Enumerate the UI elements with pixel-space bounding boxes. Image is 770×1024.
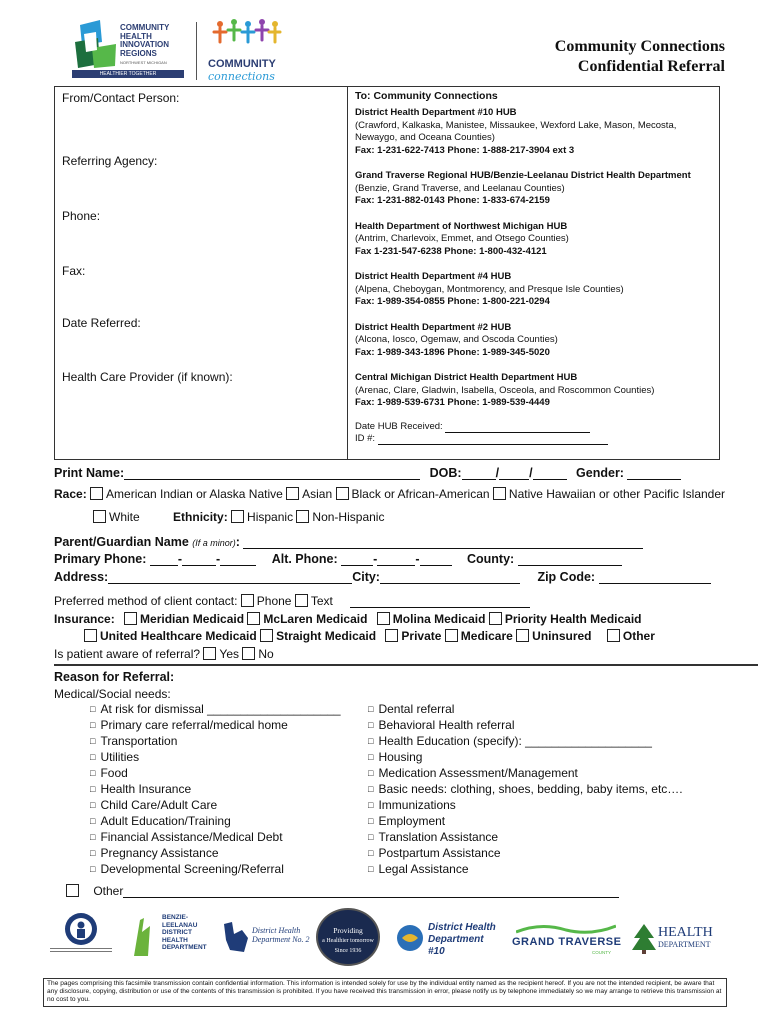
phone-dash: - — [415, 552, 420, 566]
insurance-option: Straight Medicaid — [276, 629, 377, 643]
insurance-checkbox[interactable] — [377, 612, 390, 625]
hub-name: Grand Traverse Regional HUB/Benzie-Leelanau District Health Department — [355, 170, 691, 181]
insurance-row-2 — [84, 629, 655, 643]
providing-seal-logo — [316, 908, 380, 966]
reason-item[interactable]: □ Dental referral — [368, 702, 683, 718]
grand-traverse-logo-sub: COUNTY — [592, 950, 611, 955]
aware-checkbox[interactable] — [203, 647, 216, 660]
contact-method-field[interactable] — [350, 595, 530, 608]
insurance-checkbox[interactable] — [489, 612, 502, 625]
alt-phone-prefix-field[interactable] — [377, 553, 415, 566]
hd-logo-text: DEPARTMENT — [658, 940, 711, 949]
reason-item[interactable]: □ Behavioral Health referral — [368, 718, 683, 734]
insurance-option: Molina Medicaid — [392, 612, 486, 626]
phone-label: Phone: — [62, 209, 101, 223]
gender-label: Gender: — [576, 466, 624, 480]
insurance-checkbox[interactable] — [124, 612, 137, 625]
alt-phone-label: Alt. Phone: — [271, 552, 338, 566]
reason-item[interactable]: □ Utilities — [90, 750, 341, 766]
race-label: Race: — [54, 487, 87, 501]
insurance-checkbox[interactable] — [385, 629, 398, 642]
hd-logo-text: HEALTH — [658, 925, 713, 940]
benzie-logo-text: DEPARTMENT — [162, 944, 207, 951]
confidentiality-disclaimer — [43, 978, 727, 1007]
aware-row — [54, 647, 274, 661]
guardian-label: Parent/Guardian Name — [54, 535, 189, 549]
hub-contact: Fax: 1-231-882-0143 Phone: 1-833-674-2159 — [355, 195, 550, 206]
reason-item[interactable]: □ Primary care referral/medical home — [90, 718, 341, 734]
reason-heading: Reason for Referral: — [54, 670, 175, 684]
insurance-option: Priority Health Medicaid — [504, 612, 642, 626]
other-label: Other — [93, 884, 124, 898]
to-section — [355, 90, 715, 445]
zip-label: Zip Code: — [537, 570, 596, 584]
race-checkbox[interactable] — [336, 487, 349, 500]
hub-counties: (Alpena, Cheboygan, Montmorency, and Presque Isle Counties) — [355, 283, 624, 295]
to-heading: To: Community Connections — [355, 90, 498, 102]
race-option: Native Hawaiian or other Pacific Islander — [508, 487, 726, 501]
phone-dash: - — [177, 552, 183, 566]
zip-field[interactable] — [599, 571, 711, 584]
hub-contact: Fax: 1-989-343-1896 Phone: 1-989-345-5020 — [355, 346, 550, 358]
hub-contact: Fax: 1-989-539-6731 Phone: 1-989-539-4449 — [355, 397, 550, 408]
ethnicity-option: Non-Hispanic — [312, 510, 385, 524]
print-name-label: Print Name: — [54, 466, 125, 480]
aware-option: Yes — [219, 647, 239, 661]
reason-item[interactable]: □ Food — [90, 766, 341, 782]
contact-option: Text — [310, 594, 333, 608]
insurance-option: Uninsured — [532, 629, 592, 643]
alt-phone-number-field[interactable] — [420, 553, 452, 566]
print-name-row — [54, 466, 681, 480]
address-row — [54, 570, 711, 584]
city-label: City: — [352, 570, 380, 584]
dob-day-field[interactable] — [499, 467, 529, 480]
insurance-label: Insurance: — [54, 612, 115, 626]
reason-item[interactable]: □ Transportation — [90, 734, 341, 750]
reason-item[interactable]: □ Postpartum Assistance — [368, 846, 683, 862]
race-checkbox[interactable] — [90, 487, 103, 500]
aware-option: No — [258, 647, 274, 661]
insurance-option: United Healthcare Medicaid — [100, 629, 257, 643]
insurance-row-1 — [54, 612, 642, 626]
providing-logo-text: Providing — [333, 926, 363, 935]
ethnicity-option: Hispanic — [247, 510, 294, 524]
hub-entry — [355, 221, 715, 259]
county-label: County: — [466, 552, 515, 566]
hub-entry — [355, 322, 715, 360]
guardian-row: Parent/Guardian Name (If a minor): — [54, 535, 643, 549]
insurance-checkbox[interactable] — [607, 629, 620, 642]
hub-counties: (Alcona, Iosco, Ogemaw, and Oscoda Counties) — [355, 334, 558, 345]
race-row — [54, 487, 725, 501]
hub-entry — [355, 107, 715, 157]
ethnicity-label: Ethnicity: — [173, 510, 228, 524]
hub-contact: Fax 1-231-547-6238 Phone: 1-800-432-4121 — [355, 245, 547, 257]
form-title-line2: Confidential Referral — [577, 58, 725, 75]
other-row — [66, 884, 619, 898]
insurance-option: Other — [622, 629, 655, 643]
race-option: Black or African-American — [351, 487, 490, 501]
reason-item[interactable]: □ Medication Assessment/Management — [368, 766, 683, 782]
chir-logo — [70, 18, 188, 80]
provider-label: Health Care Provider (if known): — [62, 370, 233, 384]
race-option: Asian — [302, 487, 333, 501]
hub-list — [355, 107, 715, 410]
dhd10-logo — [396, 920, 500, 956]
dob-year-field[interactable] — [533, 467, 567, 480]
logo-divider — [196, 22, 197, 80]
reason-item[interactable]: □ Employment — [368, 814, 683, 830]
guardian-note: (If a minor) — [192, 538, 236, 548]
hub-id-label: ID #: — [355, 433, 715, 445]
phone-dash: - — [373, 552, 378, 566]
address-label: Address: — [54, 570, 109, 584]
community-connections-logo — [204, 16, 286, 82]
date-referred-label: Date Referred: — [62, 316, 141, 330]
hub-counties: (Benzie, Grand Traverse, and Leelanau Counties) — [355, 182, 565, 194]
hub-counties: (Antrim, Charlevoix, Emmet, and Otsego Counties) — [355, 233, 569, 244]
reason-item[interactable]: □ At risk for dismissal ____________________ — [90, 702, 341, 718]
grand-traverse-logo — [510, 920, 622, 960]
phone-dash: - — [216, 552, 221, 566]
insurance-option: Private — [401, 629, 442, 643]
insurance-checkbox[interactable] — [260, 629, 273, 642]
race-option: American Indian or Alaska Native — [106, 487, 283, 501]
dob-month-field[interactable] — [462, 467, 496, 480]
from-contact-label: From/Contact Person: — [62, 91, 180, 105]
reason-list-left — [90, 702, 341, 878]
aware-checkbox[interactable] — [242, 647, 255, 660]
dhd2-logo-text: Department No. 2 — [252, 935, 310, 944]
benzie-logo-text: DISTRICT — [162, 929, 192, 936]
ethnicity-row — [93, 510, 384, 524]
benzie-leelanau-logo — [128, 912, 207, 960]
primary-phone-label: Primary Phone: — [54, 552, 147, 566]
fax-label: Fax: — [62, 264, 86, 278]
disclaimer-text: The pages comprising this facsimile transmission contain confidential information. This information is intended solely for use by the individual entity named as the recipient hereof. If you are not the intended recipient, be aware that any disclosure, copying, distribution or use of the contents of this transmission is prohibited. If you have received this transmission in error, please notify us by telephone immediately so we may arrange to retrieve this transmission at no cost to you. — [47, 980, 722, 1004]
contact-method-row — [54, 594, 530, 608]
reason-item[interactable]: □ Legal Assistance — [368, 862, 683, 878]
race-checkbox[interactable] — [493, 487, 506, 500]
insurance-option: McLaren Medicaid — [263, 612, 368, 626]
contact-method-checkbox[interactable] — [241, 594, 254, 607]
ethnicity-checkbox[interactable] — [231, 510, 244, 523]
hub-counties: (Arenac, Clare, Gladwin, Isabella, Osceola, and Roscommon Counties) — [355, 384, 655, 396]
referring-agency-label: Referring Agency: — [62, 154, 158, 168]
dhd2-logo — [218, 920, 314, 956]
date-hub-received-label: Date HUB Received: — [355, 421, 715, 433]
reason-list-right — [368, 702, 683, 878]
benzie-logo-text: BENZIE- — [162, 914, 188, 921]
insurance-checkbox[interactable] — [247, 612, 260, 625]
primary-phone-area-field[interactable] — [150, 553, 178, 566]
providing-logo-text: a Healthier tomorrow — [322, 938, 374, 944]
contact-option: Phone — [256, 594, 292, 608]
aware-label: Is patient aware of referral? — [54, 647, 201, 661]
primary-phone-number-field[interactable] — [220, 553, 256, 566]
contact-method-label: Preferred method of client contact: — [54, 594, 238, 608]
county-field[interactable] — [518, 553, 622, 566]
providing-logo-text: Since 1936 — [334, 948, 362, 954]
other-checkbox[interactable] — [66, 884, 79, 897]
other-field[interactable] — [123, 885, 619, 898]
dhd10-logo-text: District Health — [428, 922, 496, 933]
insurance-option: Medicare — [460, 629, 513, 643]
ethnicity-checkbox[interactable] — [296, 510, 309, 523]
dob-label: DOB: — [429, 466, 462, 480]
dhd2-logo-text: District Health — [252, 926, 301, 935]
reason-item[interactable]: □ Basic needs: clothing, shoes, bedding, baby items, etc…. — [368, 782, 683, 798]
hub-name: District Health Department #2 HUB — [355, 321, 512, 333]
city-field[interactable] — [380, 571, 520, 584]
race-checkbox[interactable] — [286, 487, 299, 500]
reason-item[interactable]: □ Immunizations — [368, 798, 683, 814]
chir-logo-line: HEALTH — [120, 31, 152, 41]
form-title-line1: Community Connections — [554, 38, 725, 55]
alt-phone-area-field[interactable] — [341, 553, 373, 566]
insurance-checkbox[interactable] — [516, 629, 529, 642]
hub-contact: Fax: 1-231-622-7413 Phone: 1-888-217-3904 ext 3 — [355, 144, 575, 156]
state-seal-logo — [50, 912, 112, 962]
chir-logo-line: REGIONS — [120, 48, 157, 58]
hub-entry — [355, 170, 715, 208]
reason-item[interactable]: □ Developmental Screening/Referral — [90, 862, 341, 878]
primary-phone-prefix-field[interactable] — [182, 553, 216, 566]
cc-logo-bottom: connections — [208, 70, 275, 83]
reason-item[interactable]: □ Translation Assistance — [368, 830, 683, 846]
insurance-checkbox[interactable] — [84, 629, 97, 642]
contact-method-checkbox[interactable] — [295, 594, 308, 607]
hub-contact: Fax: 1-989-354-0855 Phone: 1-800-221-0294 — [355, 296, 550, 307]
race-option: White — [109, 510, 140, 524]
reason-subheading: Medical/Social needs: — [54, 687, 171, 701]
reason-item[interactable]: □ Pregnancy Assistance — [90, 846, 341, 862]
hub-name: District Health Department #4 HUB — [355, 271, 512, 282]
chir-bar: HEALTHIER TOGETHER — [72, 70, 184, 78]
print-name-field[interactable] — [124, 467, 420, 480]
benzie-logo-text: LEELANAU — [162, 921, 198, 929]
insurance-checkbox[interactable] — [445, 629, 458, 642]
race-checkbox[interactable] — [93, 510, 106, 523]
referral-box-divider — [347, 86, 348, 460]
grand-traverse-logo-text: GRAND TRAVERSE — [512, 936, 622, 948]
chir-tagline: NORTHWEST MICHIGAN — [120, 60, 167, 65]
chir-logo-line: INNOVATION — [120, 40, 170, 49]
gender-field[interactable] — [627, 467, 681, 480]
hub-entry — [355, 271, 715, 309]
hub-counties: (Crawford, Kalkaska, Manistee, Missaukee, Wexford Lake, Mason, Mecosta, Newaygo, and Oceana Counties) — [355, 119, 677, 143]
reason-item[interactable]: □ Financial Assistance/Medical Debt — [90, 830, 341, 846]
dob-separator: / — [495, 466, 500, 480]
hub-name: Health Department of Northwest Michigan HUB — [355, 220, 568, 232]
reason-item[interactable]: □ Child Care/Adult Care — [90, 798, 341, 814]
address-field[interactable] — [108, 571, 352, 584]
section-divider — [54, 664, 758, 666]
reason-item[interactable]: □ Health Insurance — [90, 782, 341, 798]
cc-logo-top: COMMUNITY — [208, 58, 276, 70]
guardian-field[interactable] — [243, 536, 643, 549]
hub-entry — [355, 372, 715, 410]
chir-logo-line: COMMUNITY — [120, 23, 170, 32]
hub-name: Central Michigan District Health Department HUB — [355, 372, 578, 383]
benzie-logo-text: HEALTH — [162, 936, 188, 944]
dob-separator: / — [529, 466, 533, 480]
insurance-option: Meridian Medicaid — [140, 612, 245, 626]
reason-item[interactable]: □ Adult Education/Training — [90, 814, 341, 830]
health-department-logo — [632, 922, 726, 958]
phone-row — [54, 552, 622, 566]
reason-item[interactable]: □ Health Education (specify): ___________________ — [368, 734, 683, 750]
dhd10-logo-text: Department #10 — [428, 934, 484, 957]
hub-name: District Health Department #10 HUB — [355, 107, 517, 118]
reason-item[interactable]: □ Housing — [368, 750, 683, 766]
